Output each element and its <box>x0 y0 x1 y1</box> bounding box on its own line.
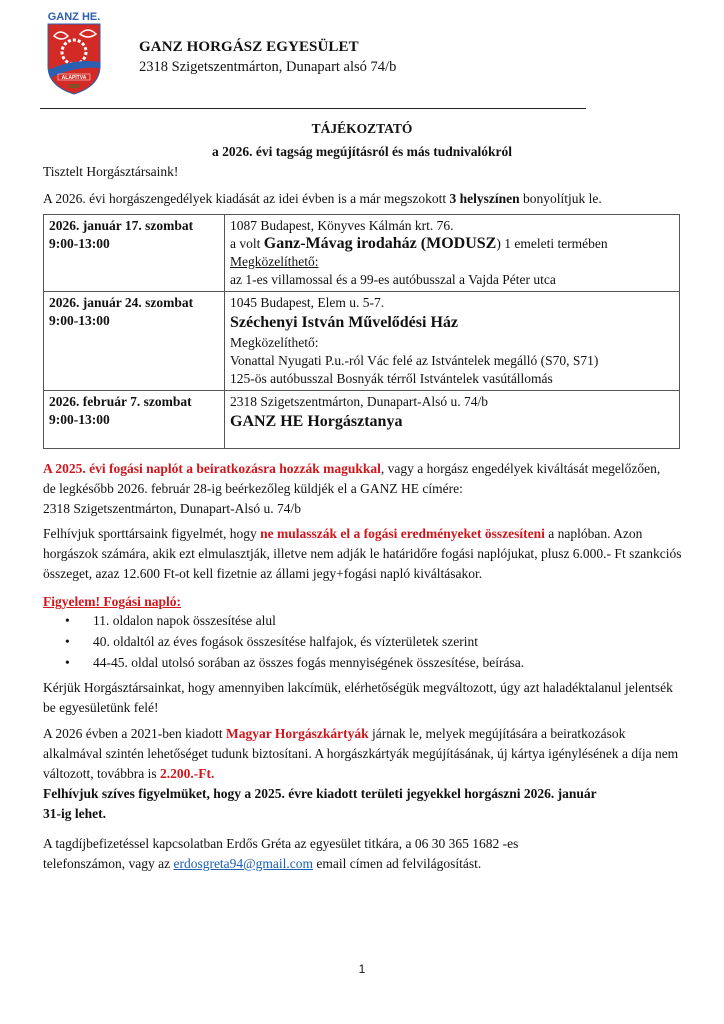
attention-highlight: ne mulasszák el a fogási eredményeket összesíteni <box>260 526 545 541</box>
club-logo <box>36 8 112 100</box>
log-heading: Figyelem! Fogási napló: <box>43 594 181 609</box>
email-link[interactable]: erdosgreta94@gmail.com <box>173 856 313 871</box>
schedule-venue: GANZ HE Horgásztanya <box>230 413 403 430</box>
schedule-date: 2026. január 17. szombat <box>49 218 194 233</box>
intro-paragraph <box>43 189 683 209</box>
schedule-row <box>44 391 680 449</box>
cards-price: 2.200.-Ft. <box>159 766 215 781</box>
schedule-date-cell <box>44 292 225 391</box>
schedule-address: 2318 Szigetszentmárton, Dunapart-Alsó u. 74/b <box>230 394 488 409</box>
access-label: Megközelíthető: <box>230 254 319 269</box>
catch-log-text: , vagy a horgász engedélyek kiváltását megelőzően, de legkésőbb 2026. február 28-ig beérkezőleg küldjék el a GANZ HE címére: <box>43 461 661 496</box>
schedule-date-cell <box>44 215 225 292</box>
schedule-venue: Ganz-Mávag irodaház (MODUSZ <box>263 235 497 252</box>
intro-bold: 3 helyszínen <box>449 191 520 206</box>
list-item-text: 40. oldaltól az éves fogások összesítése halfajok, és vízterületek szerint <box>93 634 478 649</box>
attention-paragraph <box>43 524 683 584</box>
bullet-icon: • <box>65 634 70 649</box>
contact-text: A tagdíjbefizetéssel kapcsolatban Erdős Gréta az egyesület titkára, a 06 30 365 1682 -es telefonszámon, vagy az <box>43 836 519 871</box>
intro-text: A 2026. évi horgászengedélyek kiadását az idei évben is a már megszokott <box>43 191 450 206</box>
bullet-icon: • <box>65 655 70 670</box>
access-label: Megközelíthető: <box>230 335 319 350</box>
access-info: 125-ös autóbusszal Bosnyák térről Istvántelek vasútállomás <box>230 371 553 386</box>
schedule-date-cell <box>44 391 225 449</box>
page-number: 1 <box>358 962 366 976</box>
schedule-venue-line <box>230 235 674 253</box>
schedule-row <box>44 292 680 391</box>
access-info: az 1-es villamossal és a 99-es autóbusszal a Vajda Péter utca <box>230 272 556 287</box>
list-item-text: 44-45. oldal utolsó sorában az összes fogás mennyiségének összesítése, beírása. <box>93 655 525 670</box>
address-change-paragraph: Kérjük Horgásztársainkat, hogy amennyiben lakcímük, elérhetőségük megváltozott, úgy azt haladéktalanul jelentsék be egyesületünk felé! <box>43 680 673 715</box>
cards-highlight: Magyar Horgászkártyák <box>225 726 369 741</box>
schedule-location-cell <box>225 292 680 391</box>
tickets-notice: Felhívjuk szíves figyelmüket, hogy a 2025. évre kiadott területi jegyekkel horgászni 2026. január 31-ig lehet. <box>43 786 597 821</box>
org-address: 2318 Szigetszentmárton, Dunapart alsó 74/b <box>139 59 397 75</box>
schedule-time: 9:00-13:00 <box>49 313 110 328</box>
attention-text-end: a naplóban. Azon horgászok számára, akik ezt elmulasztják, illetve nem adják le határidőre fogási naplójukat, plusz 6.000.- Ft szankciós összeget, azaz 12.600 Ft-ot kell fizetnie az állami jegy+fogási napló kiváltásakor. <box>43 526 682 581</box>
schedule-venue: Széchenyi István Művelődési Ház <box>230 314 458 331</box>
schedule-time: 9:00-13:00 <box>49 412 110 427</box>
document-subtitle: a 2026. évi tagság megújításról és más tudnivalókról <box>212 144 512 159</box>
greeting: Tisztelt Horgásztársaink! <box>43 164 179 179</box>
document-title: TÁJÉKOZTATÓ <box>311 121 413 136</box>
cards-text-middle: járnak le, melyek megújítására a beiratkozások alkalmával szintén lehetőséget tudunk biztosítani. A horgászkártyák megújításának, új kártya igénylésének a díja nem változott, továbbra is <box>43 726 679 781</box>
log-list <box>43 610 524 673</box>
attention-text: Felhívjuk sporttársaink figyelmét, hogy <box>43 526 261 541</box>
schedule-time: 9:00-13:00 <box>49 236 110 251</box>
catch-log-notice <box>43 459 663 519</box>
logo-text: GANZ HE. <box>47 11 101 23</box>
list-item <box>65 631 524 652</box>
list-item-text: 11. oldalon napok összesítése alul <box>93 613 276 628</box>
list-item <box>65 610 524 631</box>
intro-text-end: bonyolítjuk le. <box>519 191 602 206</box>
venue-suffix: ) 1 emeleti termében <box>496 236 608 251</box>
list-item <box>65 652 525 673</box>
contact-text-end: email címen ad felvilágosítást. <box>312 856 482 871</box>
catch-log-address: 2318 Szigetszentmárton, Dunapart-Alsó u. 74/b <box>43 501 301 516</box>
cards-paragraph <box>43 724 683 784</box>
schedule-date: 2026. január 24. szombat <box>49 295 194 310</box>
schedule-address: 1045 Budapest, Elem u. 5-7. <box>230 295 385 310</box>
org-name: GANZ HORGÁSZ EGYESÜLET <box>139 39 359 55</box>
access-info: Vonattal Nyugati P.u.-ról Vác felé az Istvántelek megálló (S70, S71) <box>230 353 599 368</box>
catch-log-highlight: A 2025. évi fogási naplót a beiratkozásra hozzák magukkal <box>43 461 381 476</box>
schedule-table <box>43 214 680 449</box>
schedule-address: 1087 Budapest, Könyves Kálmán krt. 76. <box>230 218 454 233</box>
schedule-date: 2026. február 7. szombat <box>49 394 192 409</box>
schedule-row <box>44 215 680 292</box>
logo-banner: ALAPÍTVA <box>61 75 87 81</box>
header-divider <box>40 108 586 109</box>
schedule-location-cell <box>225 215 680 292</box>
bullet-icon: • <box>65 613 70 628</box>
venue-prefix: a volt <box>230 236 264 251</box>
cards-text: A 2026 évben a 2021-ben kiadott <box>43 726 226 741</box>
logo-year: 1969 <box>68 84 80 90</box>
schedule-location-cell <box>225 391 680 449</box>
contact-paragraph <box>43 834 603 874</box>
